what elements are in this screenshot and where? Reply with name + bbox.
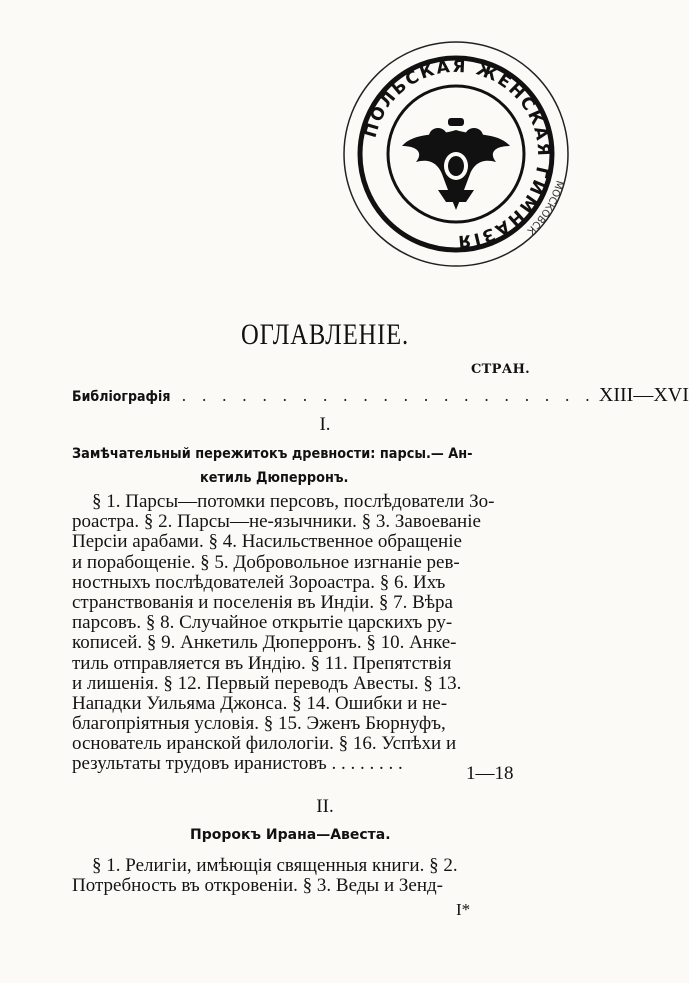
summary-line: парсовъ. § 8. Случайное открытіе царскихъ ру- <box>72 612 453 634</box>
signature-mark: I* <box>456 900 471 919</box>
summary-line: результаты трудовъ иранистовъ . . . . . . . . <box>72 753 403 775</box>
section-number: I. <box>319 414 331 435</box>
section-heading <box>72 442 532 490</box>
summary-line: и порабощеніе. § 5. Добровольное изгнаніе рев- <box>72 551 460 573</box>
summary-line: и лишенія. § 12. Первый переводъ Авесты. § 13. <box>72 672 462 694</box>
summary-line: основатель иранской филологіи. § 16. Успѣхи и <box>72 733 457 755</box>
toc-entry-pages: XIII—XVI <box>598 384 689 406</box>
summary-line: кописей. § 9. Анкетиль Дюперронъ. § 10. Анке- <box>72 632 457 654</box>
section-summary <box>72 492 494 775</box>
summary-line: роастра. § 2. Парсы—не-язычники. § 3. Завоеваніе <box>72 511 481 533</box>
page-title: ОГЛАВЛЕНІЕ. <box>241 318 409 351</box>
heading-line: Замѣчательный пережитокъ древности: парсы.— Ан- <box>72 446 473 462</box>
summary-line: странствованія и поселенія въ Индіи. § 7. Вѣра <box>72 591 453 613</box>
toc-entry-label: Библіографія <box>72 389 171 405</box>
eagle-emblem-icon <box>402 118 510 210</box>
summary-line: Нападки Уильяма Джонса. § 14. Ошибки и не- <box>72 692 448 714</box>
pages-column-header: СТРАН. <box>471 362 530 377</box>
section-number: II. <box>316 796 334 817</box>
toc-entry-bibliography <box>72 384 689 407</box>
section-summary <box>72 856 458 896</box>
stamp-outer-text: МОСКОВСК <box>524 179 565 237</box>
section-pages: 1—18 <box>466 763 514 784</box>
toc-entry-leader: . . . . . . . . . . . . . . . . . . . . . <box>181 386 595 405</box>
summary-line: § 1. Парсы—потомки персовъ, послѣдователи Зо- <box>92 491 495 512</box>
library-stamp <box>342 40 570 268</box>
stamp-inner-text: ПОЛЬСКАЯ ЖЕНСКАЯ ГИМНАЗІЯ <box>360 56 554 252</box>
heading-line: Пророкъ Ирана—Авеста. <box>190 827 391 843</box>
summary-line: благопріятныя условія. § 15. Эженъ Бюрнуфъ, <box>72 713 446 735</box>
summary-line: § 1. Религіи, имѣющія священныя книги. § 2. <box>92 855 458 876</box>
summary-line: ностныхъ послѣдователей Зороастра. § 6. Ихъ <box>72 571 446 593</box>
heading-line: кетиль Дюперронъ. <box>200 470 349 486</box>
summary-line: Персіи арабами. § 4. Насильственное обращеніе <box>72 531 462 553</box>
summary-line: Потребность въ откровеніи. § 3. Веды и Зенд- <box>72 875 443 897</box>
section-heading <box>190 823 391 847</box>
summary-line: тиль отправляется въ Индію. § 11. Препятствія <box>72 652 452 674</box>
